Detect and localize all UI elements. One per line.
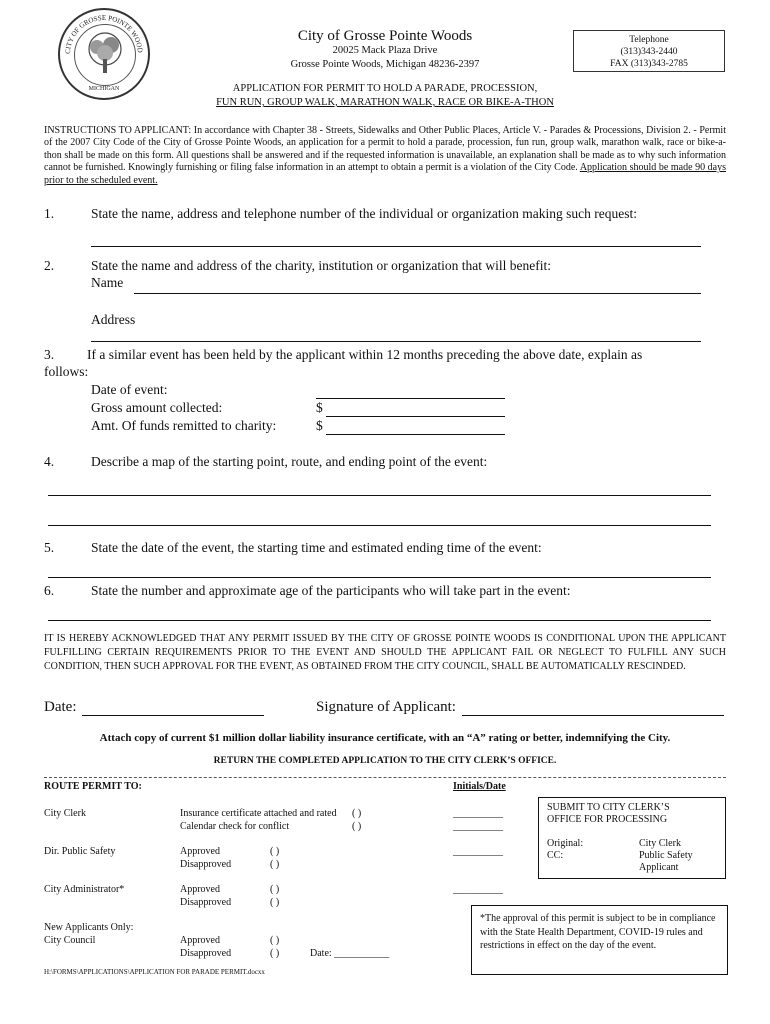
new-applicants-label: New Applicants Only:: [44, 922, 134, 933]
original-label: Original:: [547, 838, 584, 849]
return-note: RETURN THE COMPLETED APPLICATION TO THE CITY CLERK’S OFFICE.: [213, 756, 557, 766]
insurance-note: Attach copy of current $1 million dollar liability insurance certificate, with an “A” rating or better, indemnifying the City.: [99, 732, 671, 744]
q3-text: If a similar event has been held by the applicant within 12 months preceding the above date, explain as: [87, 347, 643, 362]
seal-ring-text: [60, 10, 148, 98]
q6-line[interactable]: [48, 620, 711, 621]
cc-approved-label: Approved: [180, 935, 220, 946]
title-line-2: FUN RUN, GROUP WALK, MARATHON WALK, RACE OR BIKE-A-THON: [216, 97, 554, 108]
q3-date-line[interactable]: [316, 398, 505, 399]
cc-approved-box[interactable]: ( ): [270, 935, 280, 946]
footer-path: H:\FORMS\APPLICATIONS\APPLICATION FOR PARADE PERMIT.docxx: [44, 968, 265, 976]
original-value: City Clerk: [639, 838, 681, 849]
q3-number: 3.: [44, 347, 55, 362]
cc-value-2: Applicant: [639, 862, 679, 873]
q2-number: 2.: [44, 258, 55, 273]
instructions: [44, 125, 726, 187]
q3-amt-line[interactable]: [326, 434, 505, 435]
cc-label: CC:: [547, 850, 564, 861]
route-city-council: City Council: [44, 935, 96, 946]
ps-approved-label: Approved: [180, 846, 220, 857]
ca-approved-label: Approved: [180, 884, 220, 895]
cc-value-1: Public Safety: [639, 850, 693, 861]
q3-text-cont: follows:: [44, 364, 89, 379]
submit-title-1: SUBMIT TO CITY CLERK’S: [547, 802, 670, 813]
phone-label: Telephone: [629, 35, 669, 45]
instructions-text: INSTRUCTIONS TO APPLICANT: In accordance with Chapter 38 - Streets, Sidewalks and Other Public Places, Article V. - Parades & Processions, Division 2. - Permit of the 2007 City Code of the City of Grosse Pointe Woods, an application for a permit to hold a parade, procession, fun run, group walk, marathon walk, race or bike-a-thon shall be made on this form. All questions shall be answered and if the requested information is unavailable, an explanation shall be made as to why such information cannot be furnished. Knowingly furnishing or filing false information in an attempt to obtain a permit is a violation of the City Code.: [44, 125, 726, 174]
calendar-check-label: Calendar check for conflict: [180, 821, 290, 832]
insurance-check-label: Insurance certificate attached and rated: [180, 808, 337, 819]
ps-disapproved-box[interactable]: ( ): [270, 859, 280, 870]
q3-amt-label: Amt. Of funds remitted to charity:: [91, 418, 277, 433]
svg-text:CITY OF GROSSE POINTE WOODS: CITY OF GROSSE POINTE WOOD: [63, 13, 145, 55]
instructions-deadline: Application should be made 90 days prior to the scheduled event.: [44, 162, 726, 186]
approval-note-box: [471, 905, 728, 975]
initials-2[interactable]: __________: [453, 821, 503, 832]
acknowledgement: IT IS HEREBY ACKNOWLEDGED THAT ANY PERMIT ISSUED BY THE CITY OF GROSSE POINTE WOODS IS CONDITIONAL UPON THE APPLICANT FULFILLING CERTAIN REQUIREMENTS PRIOR TO THE EVENT AND SHOULD THE APPLICANT FAIL OR NEGLECT TO FULFILL ANY SUCH CONDITION, THEN SUCH APPROVAL FOR THE EVENT, AS OBTAINED FROM THE CITY COUNCIL, SHALL BE AUTOMATICALLY RESCINDED.: [44, 633, 726, 672]
submit-box: [538, 797, 726, 879]
signature-line[interactable]: [462, 715, 724, 716]
date-label: Date:: [44, 699, 77, 715]
q3-gross-dollar: $: [316, 400, 323, 415]
street-address: 20025 Mack Plaza Drive: [332, 45, 438, 56]
initials-header: Initials/Date: [453, 781, 506, 792]
ps-disapproved-label: Disapproved: [180, 859, 232, 870]
q2-address-label: Address: [91, 312, 136, 327]
route-city-clerk: City Clerk: [44, 808, 86, 819]
cc-disapproved-box[interactable]: ( ): [270, 948, 280, 959]
q2-name-label: Name: [91, 275, 124, 290]
q5-line[interactable]: [48, 577, 711, 578]
initials-1[interactable]: __________: [453, 808, 503, 819]
ca-approved-box[interactable]: ( ): [270, 884, 280, 895]
q2-address-line[interactable]: [91, 341, 701, 342]
initials-3[interactable]: __________: [453, 846, 503, 857]
q5-number: 5.: [44, 540, 55, 555]
submit-title-2: OFFICE FOR PROCESSING: [547, 814, 668, 825]
q3-amt-dollar: $: [316, 418, 323, 433]
q4-text: Describe a map of the starting point, route, and ending point of the event:: [91, 454, 488, 469]
q4-line-2[interactable]: [48, 525, 711, 526]
phone-number: (313)343-2440: [620, 47, 678, 57]
cc-disapproved-label: Disapproved: [180, 948, 232, 959]
contact-box: [573, 30, 725, 72]
q5-text: State the date of the event, the starting time and estimated ending time of the event:: [91, 540, 542, 555]
route-public-safety: Dir. Public Safety: [44, 846, 116, 857]
route-header: ROUTE PERMIT TO:: [44, 781, 142, 792]
ca-disapproved-label: Disapproved: [180, 897, 232, 908]
svg-text:MICHIGAN: MICHIGAN: [88, 86, 120, 92]
ps-approved-box[interactable]: ( ): [270, 846, 280, 857]
fax-number: FAX (313)343-2785: [610, 59, 688, 69]
q6-number: 6.: [44, 583, 55, 598]
q1-number: 1.: [44, 206, 55, 221]
q2-name-line[interactable]: [134, 293, 701, 294]
city-state-zip: Grosse Pointe Woods, Michigan 48236-2397: [290, 59, 480, 70]
q4-number: 4.: [44, 454, 55, 469]
q1-text: State the name, address and telephone number of the individual or organization making such request:: [91, 206, 637, 221]
initials-4[interactable]: __________: [453, 884, 503, 895]
ca-disapproved-box[interactable]: ( ): [270, 897, 280, 908]
q3-date-label: Date of event:: [91, 382, 168, 397]
application-title: [150, 82, 620, 110]
q6-text: State the number and approximate age of the participants who will take part in the event:: [91, 583, 571, 598]
route-city-admin: City Administrator*: [44, 884, 125, 895]
calendar-checkbox[interactable]: ( ): [352, 821, 362, 832]
signature-label: Signature of Applicant:: [316, 699, 456, 715]
q1-answer-line[interactable]: [91, 246, 701, 247]
q2-text: State the name and address of the charity, institution or organization that will benefit:: [91, 258, 552, 273]
date-line[interactable]: [82, 715, 264, 716]
city-seal: [58, 8, 150, 100]
insurance-checkbox[interactable]: ( ): [352, 808, 362, 819]
q4-line-1[interactable]: [48, 495, 711, 496]
council-date[interactable]: Date: ___________: [310, 948, 390, 959]
q3-gross-label: Gross amount collected:: [91, 400, 223, 415]
title-line-1: APPLICATION FOR PERMIT TO HOLD A PARADE, PROCESSION,: [232, 83, 538, 94]
q3-gross-line[interactable]: [326, 416, 505, 417]
section-divider: [44, 777, 726, 778]
approval-note: *The approval of this permit is subject to be in compliance with the State Health Department, COVID-19 rules and restrictions in effect on the day of the event.: [480, 913, 716, 951]
city-title: City of Grosse Pointe Woods: [297, 28, 473, 44]
